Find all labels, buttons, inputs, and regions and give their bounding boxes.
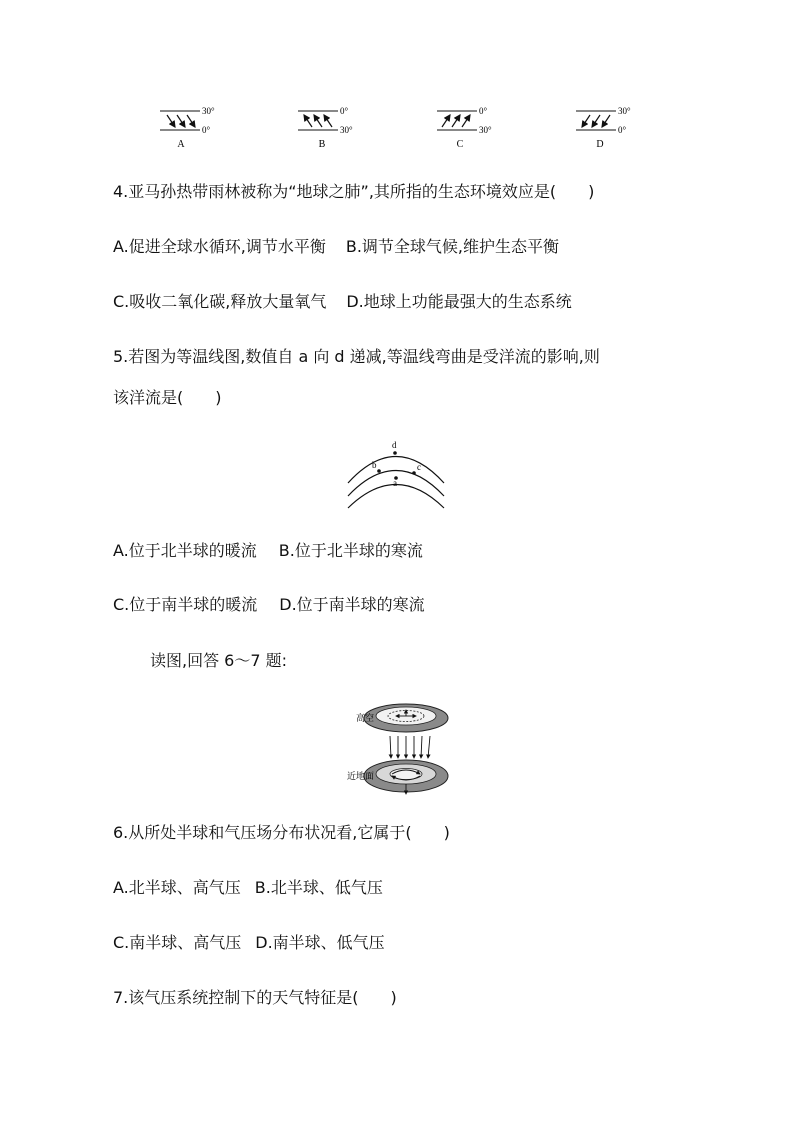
q5-option-b: B.位于北半球的寒流 <box>278 541 423 560</box>
q6-stem: 6.从所处半球和气压场分布状况看,它属于( ) <box>113 823 450 842</box>
pressure-upper-label: 高空 <box>356 714 375 724</box>
q6-option-c: C.南半球、高气压 <box>113 933 242 952</box>
wind-b-bottom-lat: 30° <box>340 125 353 135</box>
pressure-lower-label: 近地面 <box>347 772 375 782</box>
wind-panel-a <box>160 106 215 150</box>
q6-options-cd <box>113 933 385 953</box>
q5-stem-line2: 该洋流是( ) <box>113 388 222 407</box>
q5-option-a: A.位于北半球的暖流 <box>113 541 257 560</box>
wind-b-label: B <box>318 139 326 150</box>
wind-c-top-lat: 0° <box>479 106 488 116</box>
wind-a-bottom-lat: 0° <box>202 125 211 135</box>
q4-option-b: B.调节全球气候,维护生态平衡 <box>345 237 559 256</box>
q5-options-ab <box>113 541 423 561</box>
q4-stem: 4.亚马孙热带雨林被称为“地球之肺”,其所指的生态环境效应是( ) <box>113 182 595 201</box>
wind-direction-figure <box>0 95 794 255</box>
q5-option-c: C.位于南半球的暖流 <box>113 595 258 614</box>
wind-panel-d <box>576 106 631 150</box>
q6-options-ab <box>113 878 383 898</box>
q4-option-a: A.促进全球水循环,调节水平衡 <box>113 237 326 256</box>
wind-panel-c <box>437 106 492 150</box>
wind-d-bottom-lat: 0° <box>618 125 627 135</box>
q5-stem-line1: 5.若图为等温线图,数值自 a 向 d 递减,等温线弯曲是受洋流的影响,则 <box>113 347 600 366</box>
pressure-system-figure <box>0 700 794 810</box>
intro-text: 读图,回答 6～7 题: <box>150 651 288 670</box>
q6-option-a: A.北半球、高气压 <box>113 878 241 897</box>
q6-option-d: D.南半球、低气压 <box>255 933 385 952</box>
isotherm-label-a: a <box>393 478 397 488</box>
q4-options-cd <box>113 292 572 312</box>
wind-a-top-lat: 30° <box>202 106 215 116</box>
wind-d-top-lat: 30° <box>618 106 631 116</box>
wind-b-top-lat: 0° <box>340 106 349 116</box>
q7-stem: 7.该气压系统控制下的天气特征是( ) <box>113 988 397 1007</box>
isotherm-label-c: c <box>417 462 421 472</box>
isotherm-label-b: b <box>372 460 377 470</box>
isotherm-label-d: d <box>392 440 397 450</box>
isotherm-figure <box>0 435 794 515</box>
wind-panel-b <box>298 106 353 150</box>
wind-d-label: D <box>596 139 604 150</box>
q4-option-d: D.地球上功能最强大的生态系统 <box>346 292 572 311</box>
q5-option-d: D.位于南半球的寒流 <box>279 595 425 614</box>
q5-options-cd <box>113 595 425 615</box>
q6-option-b: B.北半球、低气压 <box>254 878 383 897</box>
wind-a-label: A <box>177 139 185 150</box>
q4-option-c: C.吸收二氧化碳,释放大量氧气 <box>113 292 327 311</box>
wind-c-bottom-lat: 30° <box>479 125 492 135</box>
wind-c-label: C <box>456 139 464 150</box>
q4-options-ab <box>113 237 559 257</box>
